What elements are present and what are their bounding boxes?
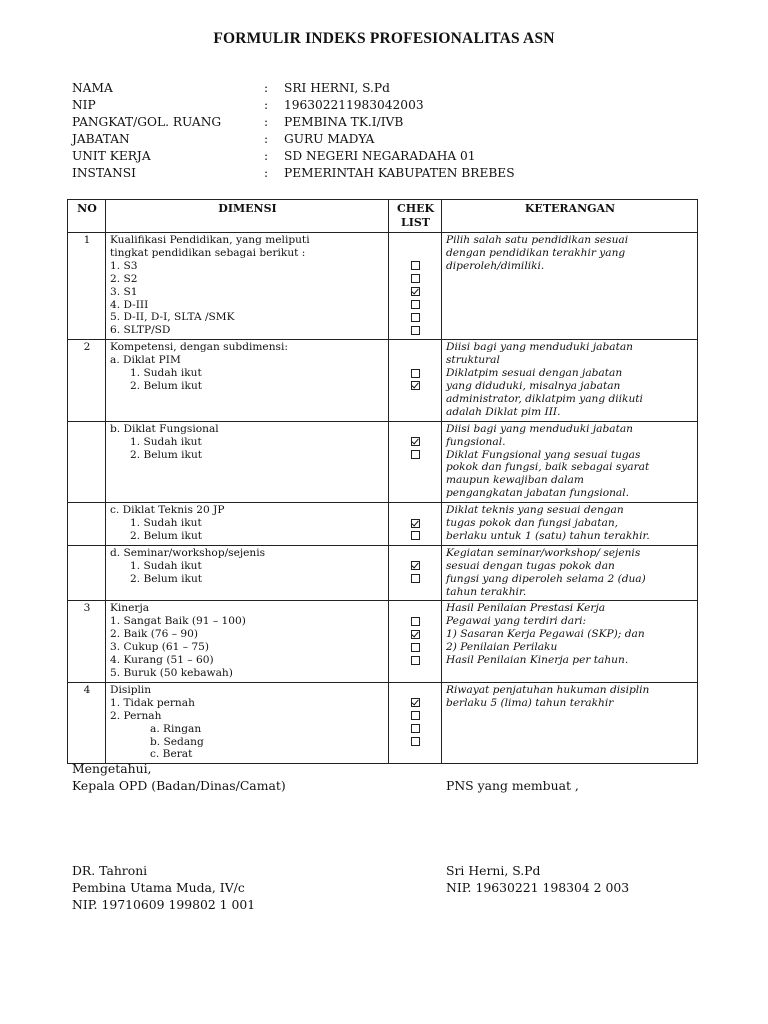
checked-checkbox-icon[interactable]	[411, 561, 420, 570]
checklist-slot	[393, 710, 438, 723]
checklist-slot	[393, 684, 438, 697]
row-checklist	[389, 421, 442, 502]
dimensi-line: Disiplin	[110, 683, 152, 696]
row-number: 3	[68, 601, 106, 682]
dimensi-line: 5. D-II, D-I, SLTA /SMK	[110, 311, 235, 324]
checklist-slot	[393, 260, 438, 273]
dimensi-line: 6. SLTP/SD	[110, 324, 171, 337]
keterangan-line: Pilih salah satu pendidikan sesuai	[446, 234, 629, 246]
checkbox-icon[interactable]	[411, 326, 420, 335]
identity-label: UNIT KERJA	[72, 149, 151, 163]
keterangan-line: 2) Penilaian Perilaku	[446, 641, 558, 654]
keterangan-line: tahun terakhir.	[446, 585, 527, 598]
checklist-slot	[393, 735, 438, 748]
row-dimensi	[106, 233, 389, 340]
checklist-slot	[393, 504, 438, 517]
dimensi-line: c. Diklat Teknis 20 JP	[110, 504, 225, 517]
dimensi-line: 4. Kurang (51 – 60)	[110, 654, 214, 667]
identity-colon: :	[264, 81, 269, 95]
keterangan-line: Diklat Fungsional yang sesuai tugas	[446, 448, 641, 461]
keterangan-line: Pegawai yang terdiri dari:	[446, 615, 587, 628]
keterangan-line: fungsi yang diperoleh selama 2 (dua)	[446, 572, 646, 585]
checklist-slot	[393, 247, 438, 260]
row-checklist	[389, 503, 442, 546]
row-dimensi	[106, 340, 389, 421]
checklist-slot	[393, 423, 438, 436]
keterangan-line: yang diduduki, misalnya jabatan	[446, 379, 621, 392]
checklist-slot	[393, 273, 438, 286]
checkbox-icon[interactable]	[411, 261, 420, 270]
row-checklist	[389, 601, 442, 682]
checklist-slot	[393, 448, 438, 461]
row-checklist	[389, 545, 442, 601]
checklist-slot	[393, 654, 438, 667]
checklist-slot	[393, 234, 438, 247]
row-dimensi	[106, 421, 389, 502]
dimensi-line: b. Sedang	[150, 735, 204, 748]
identity-colon: :	[264, 132, 269, 146]
identity-colon: :	[264, 149, 269, 163]
row-checklist	[389, 340, 442, 421]
row-keterangan	[442, 233, 698, 340]
header-checklist	[389, 200, 442, 233]
row-number	[68, 545, 106, 601]
dimensi-line: tingkat pendidikan sebagai berikut :	[110, 246, 306, 259]
dimensi-line: Kinerja	[110, 602, 150, 615]
signature-right-name: Sri Herni, S.Pd	[446, 863, 541, 878]
dimensi-line: 3. Cukup (61 – 75)	[110, 641, 210, 654]
table-row	[68, 545, 698, 601]
dimensi-line: 2. Belum ikut	[130, 448, 203, 461]
keterangan-line: sesuai dengan tugas pokok dan	[446, 559, 615, 572]
header-no: NO	[68, 200, 106, 233]
checkbox-icon[interactable]	[411, 369, 420, 378]
identity-value: GURU MADYA	[284, 132, 375, 146]
checklist-slot	[393, 311, 438, 324]
checklist-slot	[393, 667, 438, 680]
identity-value: PEMBINA TK.I/IVB	[284, 115, 404, 129]
checklist-slot	[393, 436, 438, 449]
checkbox-icon[interactable]	[411, 711, 420, 720]
keterangan-line: maupun kewajiban dalam	[446, 474, 584, 487]
signature-left	[72, 760, 286, 913]
row-keterangan	[442, 601, 698, 682]
header-dimensi: DIMENSI	[106, 200, 389, 233]
row-dimensi	[106, 503, 389, 546]
checklist-slot	[393, 517, 438, 530]
table-header-row	[68, 200, 698, 233]
dimensi-line: 2. Belum ikut	[130, 379, 203, 392]
identity-row-nama	[72, 80, 515, 97]
checkbox-icon[interactable]	[411, 656, 420, 665]
checkbox-icon[interactable]	[411, 531, 420, 540]
dimensi-line: d. Seminar/workshop/sejenis	[110, 546, 266, 559]
row-number: 4	[68, 682, 106, 763]
identity-value: PEMERINTAH KABUPATEN BREBES	[284, 166, 515, 180]
keterangan-line: dengan pendidikan terakhir yang	[446, 246, 626, 259]
keterangan-line: Kegiatan seminar/workshop/ sejenis	[446, 546, 641, 559]
row-keterangan	[442, 545, 698, 601]
signature-left-rank: Pembina Utama Muda, IV/c	[72, 880, 245, 895]
row-number: 1	[68, 233, 106, 340]
form-title: FORMULIR INDEKS PROFESIONALITAS ASN	[213, 30, 555, 47]
row-checklist	[389, 233, 442, 340]
checklist-slot	[393, 641, 438, 654]
signature-right	[446, 777, 629, 896]
row-keterangan	[442, 421, 698, 502]
checklist-slot	[393, 615, 438, 628]
keterangan-line: 1) Sasaran Kerja Pegawai (SKP); dan	[446, 628, 645, 641]
checklist-slot	[393, 286, 438, 299]
signature-right-line2: PNS yang membuat ,	[446, 778, 579, 793]
row-number	[68, 421, 106, 502]
checklist-slot	[393, 560, 438, 573]
row-dimensi	[106, 682, 389, 763]
dimensi-line: 1. Sangat Baik (91 – 100)	[110, 615, 246, 628]
keterangan-line: tugas pokok dan fungsi jabatan,	[446, 517, 619, 530]
identity-colon: :	[264, 98, 269, 112]
dimensi-line: 1. Sudah ikut	[130, 559, 202, 572]
checklist-slot	[393, 367, 438, 380]
signature-right-nip: NIP. 19630221 198304 2 003	[446, 880, 630, 895]
keterangan-line: Diklat teknis yang sesuai dengan	[446, 504, 624, 517]
keterangan-line: berlaku untuk 1 (satu) tahun terakhir.	[446, 529, 650, 542]
checked-checkbox-icon[interactable]	[411, 519, 420, 528]
checkbox-icon[interactable]	[411, 274, 420, 283]
keterangan-line: diperoleh/dimiliki.	[446, 259, 545, 272]
checkbox-icon[interactable]	[411, 450, 420, 459]
checklist-slot	[393, 697, 438, 710]
dimensi-line: 2. Belum ikut	[130, 572, 203, 585]
checklist-slot	[393, 298, 438, 311]
row-keterangan	[442, 682, 698, 763]
dimensi-line: Kualifikasi Pendidikan, yang meliputi	[110, 234, 310, 246]
identity-value: SD NEGERI NEGARADAHA 01	[284, 149, 476, 163]
row-keterangan	[442, 503, 698, 546]
table-row	[68, 340, 698, 421]
dimensi-line: a. Ringan	[150, 722, 202, 735]
table-body	[68, 233, 698, 764]
keterangan-line: struktural	[446, 354, 500, 367]
checked-checkbox-icon[interactable]	[411, 287, 420, 296]
checked-checkbox-icon[interactable]	[411, 630, 420, 639]
table-row	[68, 601, 698, 682]
row-keterangan	[442, 340, 698, 421]
keterangan-line: administrator, diklatpim yang diikuti	[446, 392, 643, 405]
dimensi-line: a. Diklat PIM	[110, 354, 181, 367]
keterangan-line: fungsional.	[446, 435, 506, 448]
checkbox-icon[interactable]	[411, 724, 420, 733]
dimensi-line: 1. Sudah ikut	[130, 517, 202, 530]
checkbox-icon[interactable]	[411, 574, 420, 583]
row-number: 2	[68, 340, 106, 421]
keterangan-line: adalah Diklat pim III.	[446, 405, 561, 418]
keterangan-line: pokok dan fungsi, baik sebagai syarat	[446, 461, 650, 474]
signature-left-name: DR. Tahroni	[72, 863, 148, 878]
identity-label: JABATAN	[72, 132, 130, 146]
identity-label: INSTANSI	[72, 166, 136, 180]
assessment-table	[67, 199, 698, 764]
row-dimensi	[106, 545, 389, 601]
keterangan-line: pengangkatan jabatan fungsional.	[446, 487, 629, 500]
dimensi-line: 2. Pernah	[110, 709, 162, 722]
checked-checkbox-icon[interactable]	[411, 698, 420, 707]
identity-block	[72, 80, 515, 182]
checkbox-icon[interactable]	[411, 300, 420, 309]
table-row	[68, 233, 698, 340]
table-row	[68, 421, 698, 502]
signature-left-line2: Kepala OPD (Badan/Dinas/Camat)	[72, 778, 286, 793]
identity-row-pangkat	[72, 114, 515, 131]
keterangan-line: Diisi bagi yang menduduki jabatan	[446, 422, 633, 435]
checked-checkbox-icon[interactable]	[411, 381, 420, 390]
identity-row-instansi	[72, 165, 515, 182]
checklist-slot	[393, 324, 438, 337]
identity-colon: :	[264, 115, 269, 129]
identity-row-unit-kerja	[72, 148, 515, 165]
dimensi-line: 1. Sudah ikut	[130, 367, 202, 380]
dimensi-line: 2. S2	[110, 272, 138, 285]
checklist-slot	[393, 723, 438, 736]
identity-label: NAMA	[72, 81, 113, 95]
identity-label: PANGKAT/GOL. RUANG	[72, 115, 222, 129]
dimensi-line: 3. S1	[110, 285, 138, 298]
checklist-slot	[393, 602, 438, 615]
checkbox-icon[interactable]	[411, 737, 420, 746]
identity-row-jabatan	[72, 131, 515, 148]
keterangan-line: Riwayat penjatuhan hukuman disiplin	[446, 683, 650, 696]
checklist-slot	[393, 380, 438, 393]
keterangan-line: Diklatpim sesuai dengan jabatan	[446, 367, 623, 380]
row-dimensi	[106, 601, 389, 682]
keterangan-line: Diisi bagi yang menduduki jabatan	[446, 341, 633, 354]
checklist-slot	[393, 628, 438, 641]
checked-checkbox-icon[interactable]	[411, 437, 420, 446]
dimensi-line: 1. S3	[110, 259, 138, 272]
identity-colon: :	[264, 166, 269, 180]
dimensi-line: Kompetensi, dengan subdimensi:	[110, 341, 288, 354]
identity-row-nip	[72, 97, 515, 114]
keterangan-line: Hasil Penilaian Kinerja per tahun.	[446, 654, 629, 667]
header-checklist-line2: LIST	[400, 216, 430, 229]
checklist-slot	[393, 530, 438, 543]
dimensi-line: 1. Tidak pernah	[110, 696, 195, 709]
identity-value: SRI HERNI, S.Pd	[284, 81, 390, 95]
checklist-slot	[393, 354, 438, 367]
table-row	[68, 682, 698, 763]
identity-value: 196302211983042003	[284, 98, 424, 112]
keterangan-line: berlaku 5 (lima) tahun terakhir	[446, 696, 614, 709]
checkbox-icon[interactable]	[411, 313, 420, 322]
dimensi-line: 4. D-III	[110, 298, 149, 311]
checklist-slot	[393, 341, 438, 354]
signature-left-nip: NIP. 19710609 199802 1 001	[72, 897, 256, 912]
row-number	[68, 503, 106, 546]
header-keterangan: KETERANGAN	[442, 200, 698, 233]
signature-left-line1: Mengetahui,	[72, 761, 152, 776]
keterangan-line: Hasil Penilaian Prestasi Kerja	[446, 602, 606, 615]
row-checklist	[389, 682, 442, 763]
dimensi-line: 2. Baik (76 – 90)	[110, 628, 199, 641]
dimensi-line: 1. Sudah ikut	[130, 435, 202, 448]
identity-label: NIP	[72, 98, 96, 112]
header-checklist-line1: CHEK	[396, 202, 435, 215]
checklist-slot	[393, 748, 438, 761]
dimensi-line: b. Diklat Fungsional	[110, 422, 219, 435]
checkbox-icon[interactable]	[411, 643, 420, 652]
dimensi-line: 5. Buruk (50 kebawah)	[110, 667, 233, 679]
table-row	[68, 503, 698, 546]
checkbox-icon[interactable]	[411, 617, 420, 626]
checklist-slot	[393, 573, 438, 586]
dimensi-line: c. Berat	[150, 748, 193, 761]
dimensi-line: 2. Belum ikut	[130, 529, 203, 542]
checklist-slot	[393, 547, 438, 560]
